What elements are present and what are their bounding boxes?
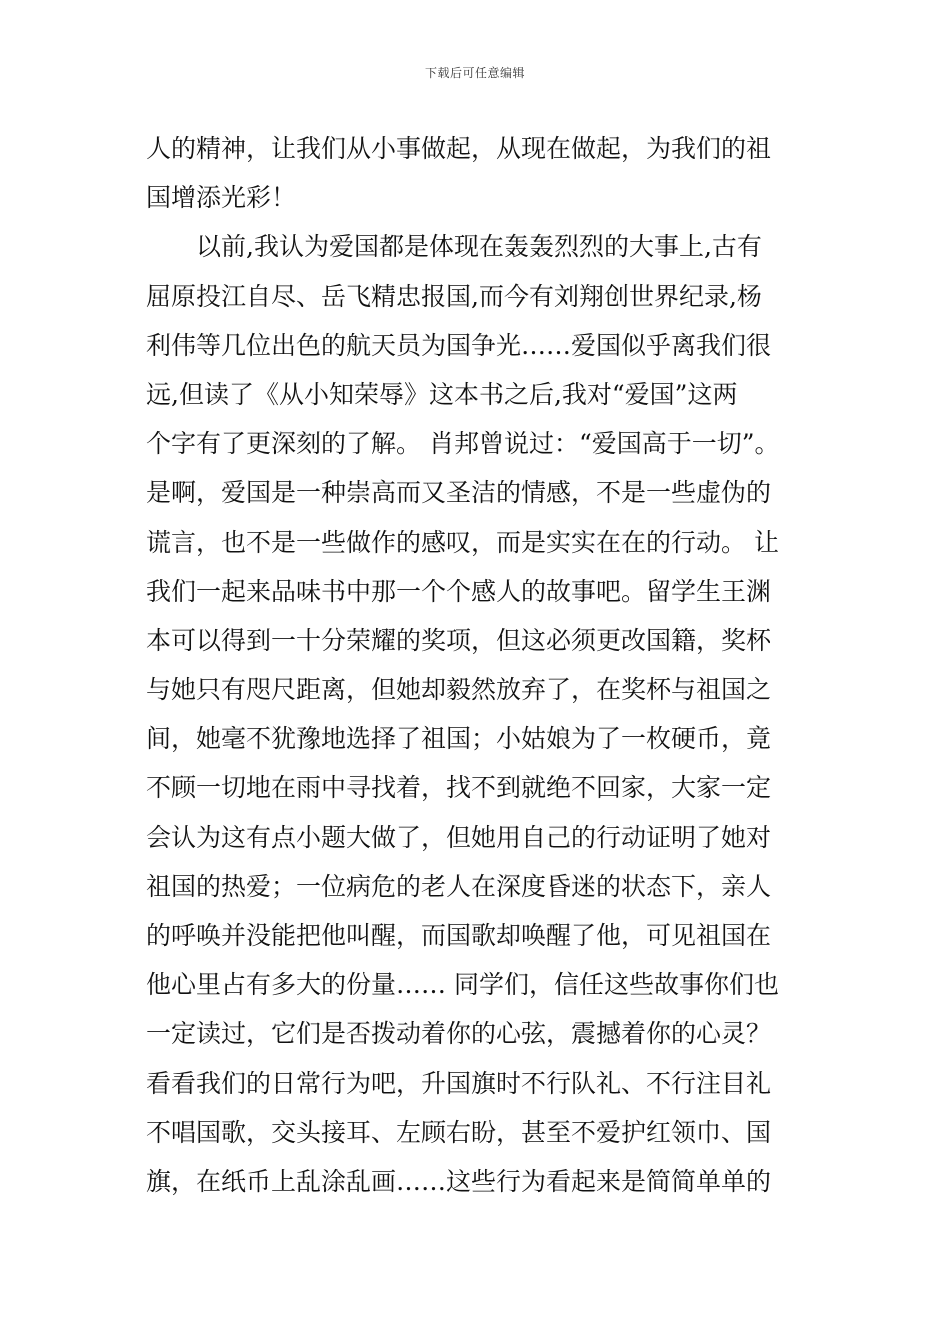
text-line: 祖国的热爱；一位病危的老人在深度昏迷的状态下，亲人 xyxy=(146,871,772,901)
text-line: 人的精神，让我们从小事做起，从现在做起，为我们的祖 xyxy=(146,134,772,163)
text-line: 远,但读了《从小知荣辱》这本书之后,我对“爱国”这两 xyxy=(146,379,738,409)
text-line: 他心里占有多大的份量…… 同学们，信任这些故事你们也 xyxy=(146,970,779,1000)
text-line: 谎言，也不是一些做作的感叹，而是实实在在的行动。 让 xyxy=(146,527,779,557)
text-line: 不顾一切地在雨中寻找着，找不到就绝不回家，大家一定 xyxy=(146,773,772,803)
text-line: 利伟等几位出色的航天员为国争光……爱国似乎离我们很 xyxy=(146,330,772,360)
text-line: 一定读过，它们是否拨动着你的心弦，震撼着你的心灵？ xyxy=(146,1019,772,1049)
text-line: 是啊，爱国是一种崇高而又圣洁的情感，不是一些虚伪的 xyxy=(146,478,772,508)
text-line: 看看我们的日常行为吧，升国旗时不行队礼、不行注目礼 xyxy=(146,1068,772,1098)
text-line: 本可以得到一十分荣耀的奖项，但这必须更改国籍，奖杯 xyxy=(146,625,772,655)
text-line: 国增添光彩！ xyxy=(146,183,297,213)
text-line: 个字有了更深刻的了解。 肖邦曾说过：“爱国高于一切”。 xyxy=(146,429,780,459)
text-line: 与她只有咫尺距离，但她却毅然放弃了，在奖杯与祖国之 xyxy=(146,675,772,705)
body-text xyxy=(146,124,826,1206)
text-line: 旗，在纸币上乱涂乱画……这些行为看起来是简简单单的 xyxy=(146,1166,772,1196)
text-line: 屈原投江自尽、岳飞精忠报国,而今有刘翔创世界纪录,杨 xyxy=(146,281,762,311)
text-line: 我们一起来品味书中那一个个感人的故事吧。留学生王渊 xyxy=(146,576,772,606)
text-line: 以前,我认为爱国都是体现在轰轰烈烈的大事上,古有 xyxy=(146,232,762,262)
text-line: 会认为这有点小题大做了，但她用自己的行动证明了她对 xyxy=(146,822,772,852)
text-line: 的呼唤并没能把他叫醒，而国歌却唤醒了他，可见祖国在 xyxy=(146,921,772,950)
text-line: 不唱国歌，交头接耳、左顾右盼，甚至不爱护红领巾、国 xyxy=(146,1117,772,1147)
text-line: 间，她毫不犹豫地选择了祖国；小姑娘为了一枚硬币，竟 xyxy=(146,724,772,754)
page-header: 下载后可任意编辑 xyxy=(424,66,525,80)
